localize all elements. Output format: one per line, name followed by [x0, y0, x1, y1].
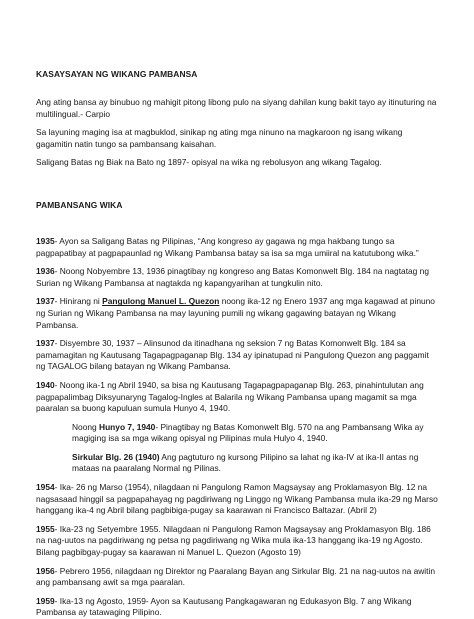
intro-paragraph-2: Sa layuning maging isa at magbuklod, sinikap ng ating mga ninuno na magkaroon ng isang wikang gagamitin natin tungo sa pambansang kaisahan. — [36, 127, 403, 149]
entry-1955 — [36, 524, 438, 559]
entry-sirkular-26 — [36, 452, 438, 475]
entry-label: 1937 — [36, 296, 55, 307]
heading-kasaysayan: KASAYSAYAN NG WIKANG PAMBANSA — [36, 69, 198, 79]
entry-label: 1935 — [36, 235, 55, 246]
entry-1937-quezon — [36, 296, 438, 331]
entry-label: 1937 — [36, 338, 55, 349]
entry-pretext: - Hinirang ni — [54, 296, 103, 307]
entry-text: - Noong Nobyembre 13, 1936 pinagtibay ng kongreso ang Batas Komonwelt Blg. 184 na nagtatag ng Surian ng Wikang Pambansa at nagtakda ng kapangyarihan at tungkulin nito. — [36, 266, 429, 288]
entry-1940 — [36, 380, 438, 415]
intro-paragraph-1: Ang ating bansa ay binubuo ng mahigit pitong libong pulo na siyang dahilan kung bakit tayo ay itinuturing na multilingual.- Carpio — [36, 97, 437, 119]
entry-text: - Pinagtibay ng Batas Komonwelt Blg. 570 na ang Pambansang Wika ay magiging isa sa mga wikang opisyal ng Pilipinas mula Hulyo 4, 1940. — [72, 421, 424, 444]
entry-text: Ang pagtuturo ng kursong Pilipino sa lahat ng ika-IV at ika-II antas ng mataas na paaralang Normal ng Pilinas. — [72, 451, 419, 474]
entry-text: noong ika-12 ng Enero 1937 ang mga kagawad at pinuno ng Surian ng Wikang Pambansa na may layuning pumili ng wikang gagawing batayan ng Wikang Pambansa. — [36, 296, 435, 330]
entry-label: 1956 — [36, 565, 55, 576]
entry-person-name: Pangulong Manuel L. Quezon — [102, 296, 220, 307]
entry-1936 — [36, 266, 438, 289]
entry-label: Hunyo 7, 1940 — [99, 421, 156, 432]
entry-1935 — [36, 236, 438, 259]
intro-paragraph-3: Saligang Batas ng Biak na Bato ng 1897- opisyal na wika ng rebolusyon ang wikang Tagalog. — [36, 157, 382, 168]
entry-1959 — [36, 596, 438, 619]
entry-1954 — [36, 482, 438, 517]
entry-label: 1955 — [36, 523, 55, 534]
heading-pambansang-wika: PAMBANSANG WIKA — [36, 199, 123, 210]
entry-pretext: Noong — [72, 421, 100, 432]
entry-label: 1959 — [36, 595, 55, 606]
entry-label: 1954 — [36, 482, 55, 493]
entry-label: 1940 — [36, 379, 55, 390]
entry-text: - Noong ika-1 ng Abril 1940, sa bisa ng Kautusang Tagapagpapaganap Blg. 263, pinahintulutan ang pagpapalimbag Diksyunaryng Tagalog-Ingles at Balarila ng Wikang Pambansa upang magamit sa mga paaralan sa buong kapuluan sumula Hunyo 4, 1940. — [36, 379, 424, 414]
entry-label: 1936 — [36, 266, 55, 277]
entry-text: - Ayon sa Saligang Batas ng Pilipinas, “Ang kongreso ay gagawa ng mga hakbang tungo sa pagpapatibay at pagpapaunlad ng Wikang Pambansa batay sa isa sa mga umiiral na katutubong wika.” — [36, 235, 419, 258]
entry-text: - Ika-23 ng Setyembre 1955. Nilagdaan ni Pangulong Ramon Magsaysay ang Proklamasyon Blg. 186 na nag-uutos na pagdiriwang ng petsa ng pagdiriwang ng Wika mula ika-13 hanggang ika-19 ng Agosto. Bilang pagbibgay-pugay sa kaarawan ni Manuel L. Quezon (Agosto 19) — [36, 523, 431, 558]
entry-1956 — [36, 566, 438, 589]
entry-hunyo-1940 — [36, 422, 438, 445]
entry-text: - Ika- 26 ng Marso (1954), nilagdaan ni Pangulong Ramon Magsaysay ang Proklamasyon Blg. 12 na nagsasaad hinggil sa pagpapahayag ng pagdiriwang ng Linggo ng Wikang Pambansa mula ika-29 ng Marso hanggang ika-4 ng Abril bilang pagbibiga-pugay sa kaarawan ni Francisco Baltazar. (Abril 2) — [36, 482, 438, 516]
entry-label: Sirkular Blg. 26 (1940) — [72, 451, 160, 462]
entry-text: - Ika-13 ng Agosto, 1959- Ayon sa Kautusang Pangkagawaran ng Edukasyon Blg. 7 ang Wikang Pambansa ay tatawaging Pilipino. — [36, 595, 412, 618]
entry-1937-disyembre — [36, 338, 438, 373]
entry-text: - Pebrero 1956, nilagdaan ng Direktor ng Paaralang Bayan ang Sirkular Blg. 21 na nag-uutos na awitin ang pambansang awit sa mga paaralan. — [36, 565, 436, 588]
entry-text: - Disyembre 30, 1937 – Alinsunod da itinadhana ng seksion 7 ng Batas Komonwelt Blg. 184 sa pamamagitan ng Kautusang Tagapagpaganap Blg. 134 ay ipinatupad ni Pangulong Quezon ang paggamit ng TAGALOG bilang batayan ng Wikang Pambansa. — [36, 338, 429, 372]
